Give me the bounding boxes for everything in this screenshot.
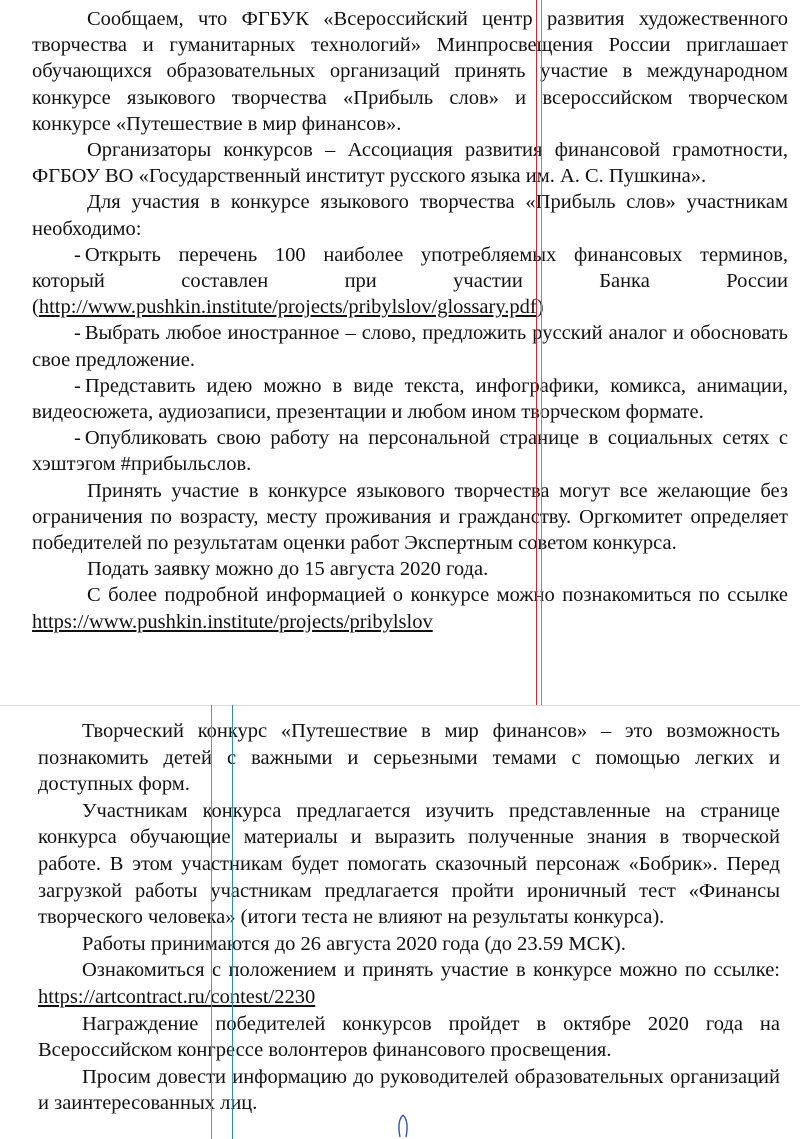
paragraph-organizers: Организаторы конкурсов – Ассоциация развития финансовой грамотности, ФГБОУ ВО «Государственный институт русского языка им. А. С. Пушкина».: [32, 139, 788, 188]
bullet-dash: -: [74, 374, 81, 397]
artcontract-link[interactable]: https://artcontract.ru/contest/2230: [38, 985, 316, 1008]
fold-line-red: [536, 0, 537, 705]
regulations-text: Ознакомиться с положением и принять участие в конкурсе можно по ссылке:: [82, 959, 780, 982]
list-item-text: Открыть перечень 100 наиболее употребляемых финансовых терминов, который составлен при участии Банка России (: [32, 243, 788, 319]
list-item-text: Выбрать любое иностранное – слово, предложить русский аналог и обосновать свое предложение.: [32, 322, 788, 371]
paragraph-regulations: [38, 957, 780, 1010]
paragraph-eligibility: Принять участие в конкурсе языкового творчества могут все желающие без ограничения по возрасту, месту проживания и гражданству. Оргкомитет определяет победителей по результатам оценки работ Экспертным советом конкурса.: [32, 479, 788, 555]
paragraph-invitation: Сообщаем, что ФГБУК «Всероссийский центр развития художественного творчества и гуманитарных технологий» Минпросвещения России приглашает обучающихся образовательных организаций принять участие в международном конкурсе языкового творчества «Прибыль слов» и всероссийском творческом конкурсе «Путешествие в мир финансов».: [32, 8, 788, 135]
fold-line-red-secondary: [541, 0, 542, 705]
paragraph-deadline: Подать заявку можно до 15 августа 2020 года.: [87, 558, 489, 581]
list-item-choose-word: [32, 320, 788, 372]
paragraph-contest-materials: Участникам конкурса предлагается изучить представленные на странице конкурса обучающие материалы и выразить полученные знания в творческой работе. В этом участникам будет помогать сказочный персонаж «Бобрик». Перед загрузкой работы участникам предлагается пройти ироничный тест «Финансы творческого человека» (итоги теста не влияют на результаты конкурса).: [38, 799, 780, 929]
bullet-dash: -: [74, 322, 81, 345]
list-item-glossary: [32, 242, 788, 321]
letter-part-1: [32, 6, 788, 698]
list-item-text: Опубликовать свою работу на персональной странице в социальных сетях с хэштэгом #прибыльслов.: [32, 427, 788, 476]
paragraph-request: Просим довести информацию до руководителей образовательных организаций и заинтересованных лиц.: [38, 1065, 780, 1115]
pen-mark-icon: [396, 1113, 410, 1139]
letter-part-2: [38, 718, 780, 1139]
list-item-text: Представить идею можно в виде текста, инфографики, комикса, анимации, видеосюжета, аудиозаписи, презентации и любом ином творческом формате.: [32, 374, 788, 424]
fold-line-blue: [232, 705, 233, 1139]
fold-line-blue-secondary: [211, 705, 212, 1139]
bullet-dash: -: [74, 427, 81, 450]
page-join-line: [0, 705, 800, 706]
list-item-present-idea: [32, 373, 788, 425]
paragraph-participation-intro: Для участия в конкурсе языкового творчества «Прибыль слов» участникам необходимо:: [32, 191, 788, 240]
list-item-text-close: ): [536, 296, 544, 319]
paragraph-more-info: [32, 582, 788, 634]
paragraph-works-deadline: Работы принимаются до 26 августа 2020 года (до 23.59 МСК).: [82, 932, 626, 955]
more-info-text: С более подробной информацией о конкурсе можно познакомиться по ссылке: [87, 584, 788, 607]
pribylslov-link[interactable]: https://www.pushkin.institute/projects/pribylslov: [32, 610, 433, 633]
bullet-dash: -: [74, 243, 81, 266]
paragraph-awards: Награждение победителей конкурсов пройдет в октябре 2020 года на Всероссийском конгрессе волонтеров финансового просвещения.: [38, 1012, 780, 1062]
paragraph-finance-contest: Творческий конкурс «Путешествие в мир финансов» – это возможность познакомить детей с важными и серьезными темами с помощью легких и доступных форм.: [38, 720, 780, 796]
glossary-link[interactable]: http://www.pushkin.institute/projects/pribylslov/glossary.pdf: [38, 296, 537, 319]
list-item-publish: [32, 425, 788, 477]
